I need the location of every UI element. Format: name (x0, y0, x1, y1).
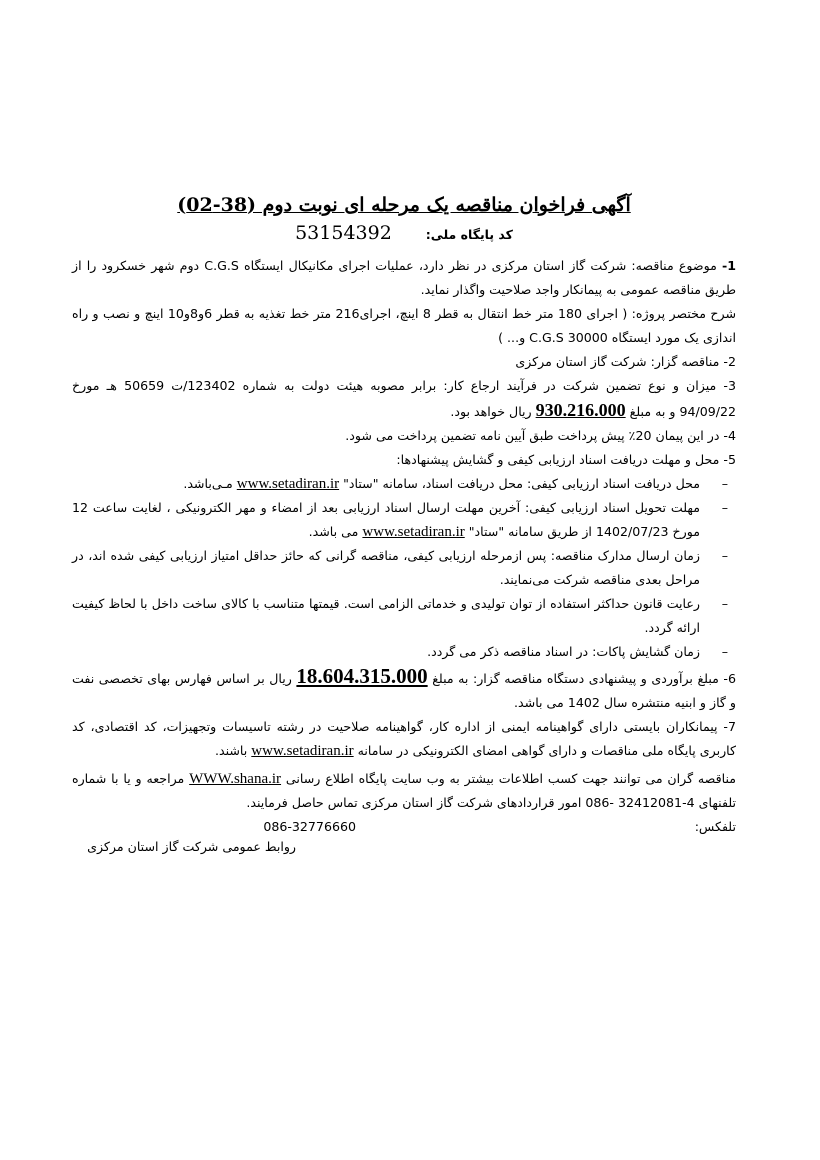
bullet-1-text: محل دریافت اسناد ارزیابی کیفی: محل دریافت اسناد، سامانه "ستاد" (343, 476, 700, 491)
bullet-dash: – (721, 476, 728, 491)
item-prepayment: 4- در این پیمان 20٪ پیش پرداخت طبق آیین نامه تضمین پرداخت می شود. (345, 428, 736, 443)
item-3-text: 3- میزان و نوع تضمین شرکت در فرآیند ارجاع کار: برابر مصوبه هیئت دولت به شماره 123402/ت 50659 هـ مورخ 94/09/22 و به مبلغ (72, 378, 736, 419)
bullet-domestic-production (72, 592, 736, 640)
fax-label: تلفکس: (694, 819, 736, 834)
bullet-5-text: زمان گشایش پاکات: در اسناد مناقصه ذکر می گردد. (427, 644, 700, 659)
setadiran-link[interactable]: www.setadiran.ir (251, 743, 354, 759)
project-description: شرح مختصر پروژه: ( اجرای 180 متر خط انتقال به قطر 8 اینچ، اجرای216 متر خط تغذیه به قطر 6و8و10 اینچ و نصب و راه اندازی یک مورد ایستگاه C.G.S 30000 و... ) (72, 306, 736, 345)
bullet-dash: – (721, 500, 728, 515)
item-guarantee (72, 374, 736, 424)
item-documents-heading: 5- محل و مهلت دریافت اسناد ارزیابی کیفی و گشایش پیشنهادها: (396, 452, 736, 467)
bullet-document-location (72, 472, 736, 496)
national-code-label: کد پایگاه ملی: (425, 227, 513, 242)
bullet-1-text-end: مـی‌باشد. (183, 476, 233, 491)
item-6-text: 6- مبلغ برآوردی و پیشنهادی دستگاه مناقصه گزار: به مبلغ (432, 671, 736, 686)
closing-paragraph (72, 767, 736, 815)
guarantee-amount: 930.216.000 (535, 400, 626, 420)
fax-number: 086-32776660 (263, 819, 356, 834)
item-7-text: 7- پیمانکاران بایستی دارای گواهینامه ایمنی از اداره کار، گواهینامه صلاحیت در رشته تاسیسات وتجهیزات، کد اقتصادی، کد کاربری پایگاه ملی مناقصات و دارای گواهی امضای الکترونیکی در سامانه (72, 719, 736, 758)
item-1-text: موضوع مناقصه: شرکت گاز استان مرکزی در نظر دارد، عملیات اجرای مکانیکال ایستگاه C.G.S دوم شهر خسکرود را از طریق مناقصه عمومی به پیمانکار واجد صلاحیت واگذار نماید. (72, 258, 736, 297)
item-estimated-amount (72, 664, 736, 715)
closing-text-end: مراجعه و یا با شماره تلفنهای 4-32412081 -086 امور قراردادهای شرکت گاز استان مرکزی تماس حاصل فرمایند. (72, 771, 736, 810)
bullet-submission-deadline (72, 496, 736, 544)
item-contractor-requirements (72, 715, 736, 763)
bullet-4-text: رعایت قانون حداکثر استفاده از توان تولیدی و خدماتی الزامی است. قیمتها متناسب با کالای ساخت داخل با لحاظ کیفیت ارائه گردد. (72, 596, 700, 635)
bullet-dash: – (721, 644, 728, 659)
tender-announcement (72, 190, 737, 854)
item-subject (72, 254, 736, 302)
estimated-amount: 18.604.315.000 (296, 664, 428, 688)
fax-info (695, 815, 736, 839)
bullet-opening-time (72, 640, 736, 664)
shana-link[interactable]: WWW.shana.ir (189, 771, 282, 787)
item-6-text-end: ریال بر اساس فهارس بهای تخصصی نفت و گاز و ابنیه منتشره سال 1402 می باشد. (72, 671, 736, 710)
item-7-text-end: باشند. (214, 743, 248, 758)
item-1-number: 1- (722, 258, 736, 273)
closing-text: مناقصه گران می توانند جهت کسب اطلاعات بیشتر به وب سایت پایگاه اطلاع رسانی (285, 771, 737, 786)
announcement-title: آگهی فراخوان مناقصه یک مرحله ای نوبت دوم (38-02) (177, 194, 631, 216)
item-3-text-end: ریال خواهد بود. (450, 404, 532, 419)
national-code (72, 220, 736, 248)
bullet-3-text: زمان ارسال مدارک مناقصه: پس ازمرحله ارزیابی کیفی، مناقصه گرانی که حائز حداقل امتیاز ارزیابی کیفی شده اند، در مراحل بعدی مناقصه شرکت می‌نمایند. (72, 548, 700, 587)
national-code-value: 53154392 (295, 222, 392, 244)
bullet-2-text-end: می باشد. (308, 524, 359, 539)
public-relations-signature: روابط عمومی شرکت گاز استان مرکزی (87, 839, 296, 854)
item-tender-party: 2- مناقصه گزار: شرکت گاز استان مرکزی (515, 354, 736, 369)
footer (72, 815, 736, 854)
bullet-dash: – (721, 548, 728, 563)
bullet-dash: – (721, 596, 728, 611)
bullet-2-text: مهلت تحویل اسناد ارزیابی کیفی: آخرین مهلت ارسال اسناد ارزیابی بعد از امضاء و مهر الکترونیکی ، لغایت ساعت 12 مورخ 1402/07/23 از طریق سامانه "ستاد" (72, 500, 700, 539)
bullet-send-documents (72, 544, 736, 592)
setadiran-link[interactable]: www.setadiran.ir (362, 524, 465, 540)
setadiran-link[interactable]: www.setadiran.ir (236, 476, 340, 492)
